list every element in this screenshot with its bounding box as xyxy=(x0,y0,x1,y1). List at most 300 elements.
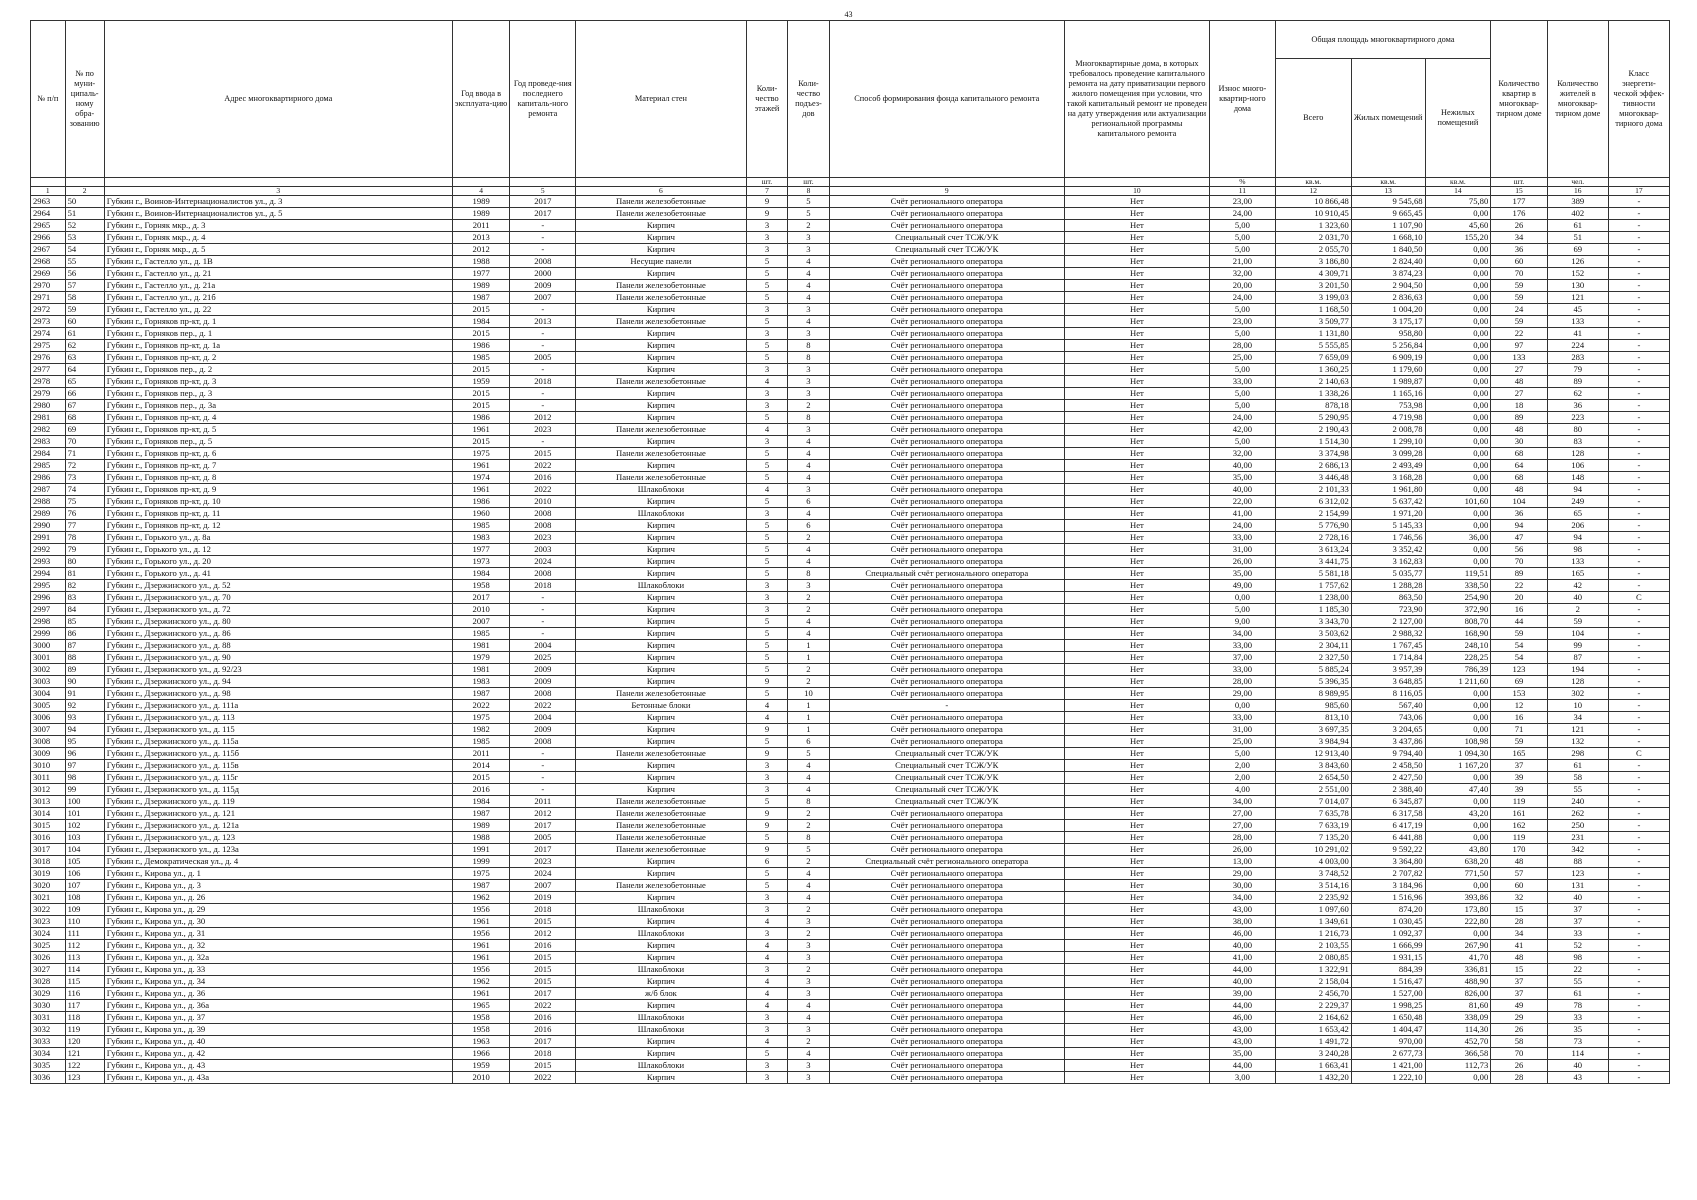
table-cell: Губкин г., Дзержинского ул., д. 52 xyxy=(104,580,452,592)
table-cell: 128 xyxy=(1547,448,1608,460)
table-cell: 1 004,20 xyxy=(1351,304,1425,316)
table-cell: - xyxy=(1608,220,1669,232)
table-cell: Нет xyxy=(1064,556,1209,568)
table-cell: 113 xyxy=(65,952,104,964)
table-cell: - xyxy=(510,244,576,256)
table-cell: 93 xyxy=(65,712,104,724)
table-cell: 3 240,28 xyxy=(1275,1048,1351,1060)
table-cell: - xyxy=(1608,844,1669,856)
table-cell: Счёт регионального оператора xyxy=(829,820,1064,832)
table-cell: 1 767,45 xyxy=(1351,640,1425,652)
table-cell: 3017 xyxy=(31,844,66,856)
table-cell: Губкин г., Гастелло ул., д. 21 xyxy=(104,268,452,280)
table-cell: Губкин г., Горняков пр-кт, д. 10 xyxy=(104,496,452,508)
table-cell: 12 913,40 xyxy=(1275,748,1351,760)
table-cell: - xyxy=(1608,940,1669,952)
table-cell: 2 836,63 xyxy=(1351,292,1425,304)
table-cell: Кирпич xyxy=(576,1072,747,1084)
table-cell: 3021 xyxy=(31,892,66,904)
table-cell: 3 xyxy=(746,760,787,772)
table-cell: 94 xyxy=(65,724,104,736)
table-cell: - xyxy=(1608,916,1669,928)
table-cell: Нет xyxy=(1064,772,1209,784)
table-cell: Нет xyxy=(1064,592,1209,604)
table-cell: 1989 xyxy=(452,196,510,208)
table-cell: 5 xyxy=(746,868,787,880)
table-cell: 0,00 xyxy=(1425,688,1491,700)
table-row xyxy=(31,832,1670,844)
table-cell: 1959 xyxy=(452,376,510,388)
table-cell: 1 421,00 xyxy=(1351,1060,1425,1072)
table-cell: 83 xyxy=(1547,436,1608,448)
table-cell: 62 xyxy=(65,340,104,352)
table-cell: Нет xyxy=(1064,736,1209,748)
table-cell: 5 xyxy=(746,532,787,544)
table-cell: 3 xyxy=(788,988,829,1000)
table-cell: 2019 xyxy=(510,892,576,904)
table-cell: 51 xyxy=(65,208,104,220)
column-number-cell: 16 xyxy=(1547,187,1608,196)
table-cell: - xyxy=(1608,388,1669,400)
table-row xyxy=(31,352,1670,364)
table-cell: 338,50 xyxy=(1425,580,1491,592)
table-cell: Специальный счёт регионального оператора xyxy=(829,568,1064,580)
table-cell: 0,00 xyxy=(1425,352,1491,364)
table-cell: - xyxy=(1608,304,1669,316)
table-cell: 0,00 xyxy=(1425,556,1491,568)
table-cell: 5,00 xyxy=(1210,328,1276,340)
table-cell: 1961 xyxy=(452,424,510,436)
table-cell: Нет xyxy=(1064,844,1209,856)
table-cell: 366,58 xyxy=(1425,1048,1491,1060)
table-cell: 5 555,85 xyxy=(1275,340,1351,352)
table-cell: 813,10 xyxy=(1275,712,1351,724)
table-cell: 87 xyxy=(65,640,104,652)
header-residents: Количество жителей в многоквар-тирном доме xyxy=(1547,21,1608,178)
table-cell: 3 xyxy=(746,1072,787,1084)
table-cell: - xyxy=(1608,400,1669,412)
table-cell: 15 xyxy=(1491,904,1547,916)
table-cell: Счёт регионального оператора xyxy=(829,592,1064,604)
table-cell: 28 xyxy=(1491,1072,1547,1084)
table-cell: 0,00 xyxy=(1425,400,1491,412)
table-cell: 3027 xyxy=(31,964,66,976)
table-row xyxy=(31,532,1670,544)
table-cell: 1 404,47 xyxy=(1351,1024,1425,1036)
table-cell: 6 909,19 xyxy=(1351,352,1425,364)
table-cell: - xyxy=(510,748,576,760)
table-cell: - xyxy=(510,400,576,412)
table-cell: 2989 xyxy=(31,508,66,520)
page-number: 43 xyxy=(844,10,853,19)
table-cell: 2 164,62 xyxy=(1275,1012,1351,1024)
table-cell: 59 xyxy=(1491,628,1547,640)
table-cell: - xyxy=(510,592,576,604)
table-cell: 2022 xyxy=(510,1000,576,1012)
table-cell: 5 xyxy=(746,736,787,748)
table-cell: 3 xyxy=(746,964,787,976)
table-cell: 0,00 xyxy=(1425,244,1491,256)
table-cell: 21,00 xyxy=(1210,256,1276,268)
table-cell: - xyxy=(1608,724,1669,736)
unit-cell xyxy=(104,178,452,187)
table-cell: 9 xyxy=(746,748,787,760)
table-cell: 1960 xyxy=(452,508,510,520)
table-cell: Шлакоблоки xyxy=(576,508,747,520)
table-cell: 97 xyxy=(65,760,104,772)
table-cell: 4 xyxy=(788,256,829,268)
table-cell: 1988 xyxy=(452,256,510,268)
header-area-nonresidential: Нежилых помещений xyxy=(1425,59,1491,178)
table-cell: 123 xyxy=(1491,664,1547,676)
table-cell: 5 xyxy=(746,556,787,568)
table-cell: Губкин г., Кирова ул., д. 29 xyxy=(104,904,452,916)
table-cell: - xyxy=(1608,628,1669,640)
table-cell: 4 xyxy=(788,772,829,784)
table-cell: 2010 xyxy=(452,604,510,616)
table-cell: 2 xyxy=(788,532,829,544)
table-row xyxy=(31,244,1670,256)
table-cell: 4 xyxy=(788,436,829,448)
column-numbers-row xyxy=(31,187,1670,196)
table-cell: 2974 xyxy=(31,328,66,340)
table-cell: Нет xyxy=(1064,628,1209,640)
table-cell: 3 xyxy=(746,220,787,232)
table-cell: 43,00 xyxy=(1210,1036,1276,1048)
table-cell: 222,80 xyxy=(1425,916,1491,928)
table-cell: 40,00 xyxy=(1210,460,1276,472)
table-cell: 42,00 xyxy=(1210,424,1276,436)
table-cell: 1959 xyxy=(452,1060,510,1072)
table-cell: 69 xyxy=(65,424,104,436)
table-cell: 15 xyxy=(1491,964,1547,976)
table-cell: 119,51 xyxy=(1425,568,1491,580)
table-cell: - xyxy=(1608,604,1669,616)
table-cell: 101 xyxy=(65,808,104,820)
table-cell: Нет xyxy=(1064,796,1209,808)
table-cell: - xyxy=(1608,544,1669,556)
unit-cell xyxy=(510,178,576,187)
table-cell: 44,00 xyxy=(1210,1060,1276,1072)
table-cell: Нет xyxy=(1064,364,1209,376)
table-cell: 4 xyxy=(746,424,787,436)
table-cell: 23,00 xyxy=(1210,196,1276,208)
table-cell: Губкин г., Горняк мкр., д. 4 xyxy=(104,232,452,244)
table-cell: 3 184,96 xyxy=(1351,880,1425,892)
header-municipal-number: № по муни-ципаль-ному обра-зованию xyxy=(65,21,104,178)
table-cell: Нет xyxy=(1064,352,1209,364)
table-cell: Кирпич xyxy=(576,496,747,508)
table-row xyxy=(31,880,1670,892)
table-cell: 3 xyxy=(746,580,787,592)
table-cell: 2 xyxy=(788,604,829,616)
table-row xyxy=(31,208,1670,220)
table-cell: 86 xyxy=(65,628,104,640)
table-cell: 2024 xyxy=(510,868,576,880)
table-cell: Губкин г., Дзержинского ул., д. 115б xyxy=(104,748,452,760)
table-cell: 3004 xyxy=(31,688,66,700)
table-cell: Губкин г., Дзержинского ул., д. 115в xyxy=(104,760,452,772)
table-cell: 1 746,56 xyxy=(1351,532,1425,544)
table-cell: 2015 xyxy=(510,976,576,988)
table-cell: 67 xyxy=(65,400,104,412)
table-cell: 9 665,45 xyxy=(1351,208,1425,220)
table-cell: 59 xyxy=(1491,736,1547,748)
table-cell: Нет xyxy=(1064,544,1209,556)
table-cell: 1958 xyxy=(452,1012,510,1024)
table-cell: Нет xyxy=(1064,760,1209,772)
table-cell: 5 xyxy=(746,1048,787,1060)
table-cell: Губкин г., Гастелло ул., д. 21а xyxy=(104,280,452,292)
table-cell: Кирпич xyxy=(576,760,747,772)
column-number-cell: 7 xyxy=(746,187,787,196)
table-cell: Панели железобетонные xyxy=(576,424,747,436)
table-cell: Нет xyxy=(1064,700,1209,712)
unit-cell xyxy=(31,178,66,187)
table-cell: Нет xyxy=(1064,292,1209,304)
header-area-group: Общая площадь многоквартирного дома xyxy=(1275,21,1491,59)
table-cell: 2 456,70 xyxy=(1275,988,1351,1000)
table-cell: 1982 xyxy=(452,724,510,736)
table-row xyxy=(31,304,1670,316)
table-cell: 2 229,37 xyxy=(1275,1000,1351,1012)
table-cell: 91 xyxy=(65,688,104,700)
table-cell: 118 xyxy=(65,1012,104,1024)
table-cell: 27 xyxy=(1491,364,1547,376)
table-cell: Нет xyxy=(1064,1012,1209,1024)
table-cell: 3 204,65 xyxy=(1351,724,1425,736)
table-cell: 4 xyxy=(788,460,829,472)
table-cell: 13,00 xyxy=(1210,856,1276,868)
table-cell: 2988 xyxy=(31,496,66,508)
table-cell: Губкин г., Кирова ул., д. 1 xyxy=(104,868,452,880)
table-cell: 2968 xyxy=(31,256,66,268)
table-cell: 68 xyxy=(1491,448,1547,460)
table-cell: 1 107,90 xyxy=(1351,220,1425,232)
table-cell: 5 xyxy=(746,256,787,268)
table-cell: 9 xyxy=(746,820,787,832)
table-cell: 3 201,50 xyxy=(1275,280,1351,292)
table-cell: Губкин г., Дзержинского ул., д. 115г xyxy=(104,772,452,784)
table-cell: 298 xyxy=(1547,748,1608,760)
table-row xyxy=(31,904,1670,916)
table-cell: 79 xyxy=(1547,364,1608,376)
table-cell: 1 288,28 xyxy=(1351,580,1425,592)
table-cell: Нет xyxy=(1064,928,1209,940)
table-cell: 3 xyxy=(788,484,829,496)
table-cell: 79 xyxy=(65,544,104,556)
table-cell: 2007 xyxy=(510,880,576,892)
table-cell: 83 xyxy=(65,592,104,604)
table-cell: - xyxy=(1608,784,1669,796)
table-cell: 1 165,16 xyxy=(1351,388,1425,400)
table-cell: 30,00 xyxy=(1210,880,1276,892)
table-cell: 32,00 xyxy=(1210,268,1276,280)
table-cell: Кирпич xyxy=(576,868,747,880)
table-cell: 9 xyxy=(746,676,787,688)
table-row xyxy=(31,472,1670,484)
table-cell: Счёт регионального оператора xyxy=(829,532,1064,544)
table-cell: 0,00 xyxy=(1425,484,1491,496)
column-number-cell: 8 xyxy=(788,187,829,196)
table-cell: 4 xyxy=(746,712,787,724)
table-cell: 2971 xyxy=(31,292,66,304)
table-cell: 1 216,73 xyxy=(1275,928,1351,940)
table-cell: Губкин г., Кирова ул., д. 32 xyxy=(104,940,452,952)
table-cell: 24,00 xyxy=(1210,520,1276,532)
table-cell: 22 xyxy=(1547,964,1608,976)
table-cell: 3024 xyxy=(31,928,66,940)
table-cell: 2005 xyxy=(510,352,576,364)
table-cell: Счёт регионального оператора xyxy=(829,664,1064,676)
table-cell: 2 xyxy=(1547,604,1608,616)
table-cell: 1 097,60 xyxy=(1275,904,1351,916)
table-cell: - xyxy=(510,340,576,352)
table-cell: Губкин г., Дзержинского ул., д. 115 xyxy=(104,724,452,736)
table-cell: Губкин г., Дзержинского ул., д. 98 xyxy=(104,688,452,700)
table-cell: 1 167,20 xyxy=(1425,760,1491,772)
table-cell: Панели железобетонные xyxy=(576,280,747,292)
table-cell: 0,00 xyxy=(1425,424,1491,436)
table-row xyxy=(31,220,1670,232)
table-cell: 2017 xyxy=(452,592,510,604)
table-cell: - xyxy=(1608,436,1669,448)
table-cell: 1999 xyxy=(452,856,510,868)
table-cell: 5,00 xyxy=(1210,400,1276,412)
table-cell: 2015 xyxy=(452,388,510,400)
table-row xyxy=(31,580,1670,592)
table-cell: - xyxy=(510,388,576,400)
table-cell: - xyxy=(1608,520,1669,532)
table-cell: Нет xyxy=(1064,964,1209,976)
header-area-residential: Жилых помещений xyxy=(1351,59,1425,178)
table-cell: 3 xyxy=(746,388,787,400)
table-cell: Кирпич xyxy=(576,544,747,556)
table-cell: 1 323,60 xyxy=(1275,220,1351,232)
table-cell: 2018 xyxy=(510,1048,576,1060)
table-cell: 53 xyxy=(65,232,104,244)
table-cell: Губкин г., Демократическая ул., д. 4 xyxy=(104,856,452,868)
table-cell: 108 xyxy=(65,892,104,904)
table-cell: 1956 xyxy=(452,904,510,916)
table-cell: 4 xyxy=(788,616,829,628)
table-cell: 2,00 xyxy=(1210,772,1276,784)
table-cell: Нет xyxy=(1064,508,1209,520)
table-cell: Счёт регионального оператора xyxy=(829,220,1064,232)
header-floors: Коли-чество этажей xyxy=(746,21,787,178)
table-cell: 35,00 xyxy=(1210,568,1276,580)
table-cell: 6 317,58 xyxy=(1351,808,1425,820)
table-cell: 2 235,92 xyxy=(1275,892,1351,904)
table-cell: 61 xyxy=(1547,760,1608,772)
table-cell: 3035 xyxy=(31,1060,66,1072)
table-cell: 2 327,50 xyxy=(1275,652,1351,664)
table-cell: - xyxy=(1608,268,1669,280)
table-cell: 2 728,16 xyxy=(1275,532,1351,544)
table-cell: 5 776,90 xyxy=(1275,520,1351,532)
header-apartments: Количество квартир в многоквар-тирном доме xyxy=(1491,21,1547,178)
table-cell: 2016 xyxy=(510,1024,576,1036)
table-cell: 4 xyxy=(788,556,829,568)
table-cell: 3 509,77 xyxy=(1275,316,1351,328)
table-cell: Несущие панели xyxy=(576,256,747,268)
table-row xyxy=(31,1072,1670,1084)
table-cell: 88 xyxy=(65,652,104,664)
header-fund-method: Способ формирования фонда капитального ремонта xyxy=(829,21,1064,178)
table-cell: 2 xyxy=(788,676,829,688)
table-cell: 70 xyxy=(1491,1048,1547,1060)
table-row xyxy=(31,328,1670,340)
table-cell: 40,00 xyxy=(1210,484,1276,496)
table-cell: Кирпич xyxy=(576,640,747,652)
table-row xyxy=(31,1024,1670,1036)
table-cell: 5 xyxy=(746,292,787,304)
table-cell: 168,90 xyxy=(1425,628,1491,640)
table-cell: 7 635,78 xyxy=(1275,808,1351,820)
table-cell: ж/б блок xyxy=(576,988,747,1000)
table-row xyxy=(31,952,1670,964)
table-cell: 63 xyxy=(65,352,104,364)
housing-register-table xyxy=(30,20,1670,1084)
unit-cell: шт. xyxy=(746,178,787,187)
table-cell: - xyxy=(1608,196,1669,208)
table-cell: 96 xyxy=(65,748,104,760)
table-row xyxy=(31,940,1670,952)
table-body xyxy=(31,196,1670,1084)
table-row xyxy=(31,688,1670,700)
table-cell: 3 xyxy=(788,1060,829,1072)
table-cell: 4 xyxy=(788,892,829,904)
table-cell: 2012 xyxy=(510,808,576,820)
table-cell: Счёт регионального оператора xyxy=(829,676,1064,688)
table-cell: Нет xyxy=(1064,1036,1209,1048)
table-cell: 24 xyxy=(1491,304,1547,316)
table-cell: 1 185,30 xyxy=(1275,604,1351,616)
table-cell: 114 xyxy=(65,964,104,976)
table-cell: Губкин г., Горняков пр-кт, д. 6 xyxy=(104,448,452,460)
table-cell: 2013 xyxy=(452,232,510,244)
table-cell: 1 131,80 xyxy=(1275,328,1351,340)
table-cell: 0,00 xyxy=(1425,544,1491,556)
table-cell: Счёт регионального оператора xyxy=(829,340,1064,352)
table-cell: 38,00 xyxy=(1210,916,1276,928)
table-cell: 99 xyxy=(65,784,104,796)
table-cell: 102 xyxy=(65,820,104,832)
table-cell: 1 092,37 xyxy=(1351,928,1425,940)
table-cell: Шлакоблоки xyxy=(576,1012,747,1024)
table-cell: Счёт регионального оператора xyxy=(829,196,1064,208)
table-cell: Губкин г., Кирова ул., д. 30 xyxy=(104,916,452,928)
table-cell: Нет xyxy=(1064,1024,1209,1036)
table-cell: 68 xyxy=(1491,472,1547,484)
table-cell: 49,00 xyxy=(1210,580,1276,592)
table-cell: - xyxy=(1608,376,1669,388)
table-cell: Нет xyxy=(1064,1048,1209,1060)
table-cell: Нет xyxy=(1064,868,1209,880)
table-cell: Нет xyxy=(1064,304,1209,316)
table-cell: Нет xyxy=(1064,460,1209,472)
table-cell: 89 xyxy=(1547,376,1608,388)
table-cell: 240 xyxy=(1547,796,1608,808)
table-cell: Губкин г., Дзержинского ул., д. 121 xyxy=(104,808,452,820)
table-cell: 3 613,24 xyxy=(1275,544,1351,556)
table-cell: 194 xyxy=(1547,664,1608,676)
table-cell: - xyxy=(1608,208,1669,220)
table-cell: Счёт регионального оператора xyxy=(829,844,1064,856)
unit-cell: шт. xyxy=(1491,178,1547,187)
table-cell: 119 xyxy=(1491,832,1547,844)
header-address: Адрес многоквартирного дома xyxy=(104,21,452,178)
